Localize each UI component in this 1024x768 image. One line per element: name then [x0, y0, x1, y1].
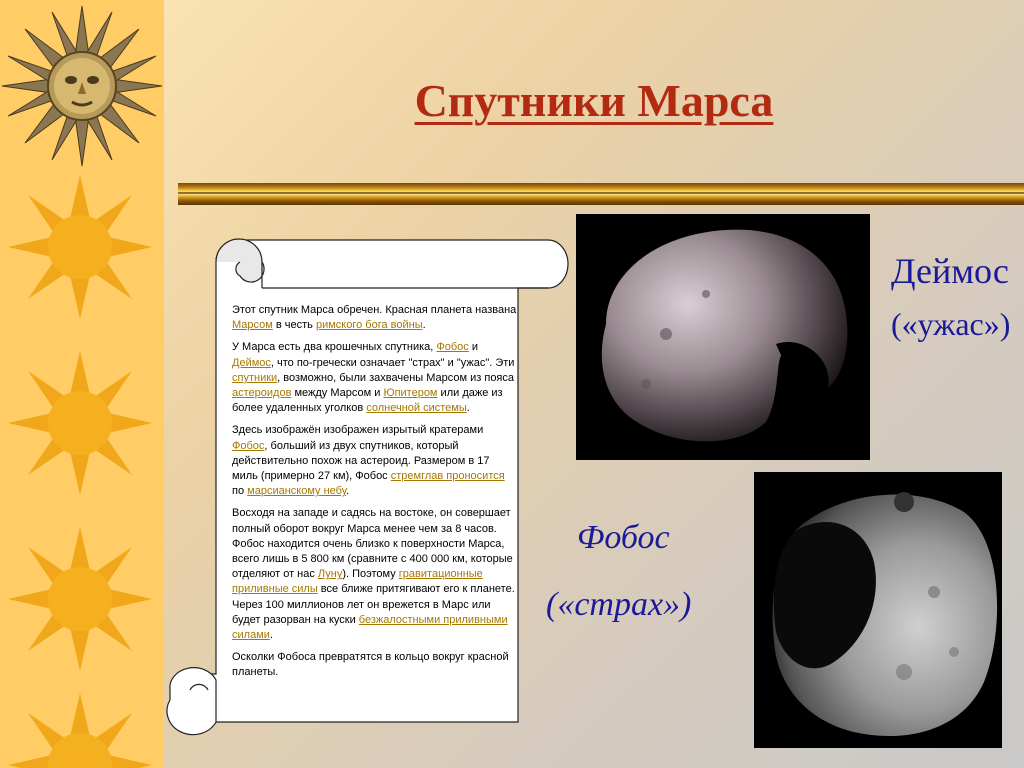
paragraph: Восходя на западе и садясь на востоке, он совершает полный оборот вокруг Марса менее чем за 8 часов. Фобос находится очень близко к поверхности Марса, всего лишь в 5 800 км (сравните с 400 000 км, которые отделяют от нас Луну). Поэтому гравитационные приливные силы все ближе притягивают его к планете. Через 100 миллионов лет он врежется в Марс или будет разорван на куски безжалостными приливными силами. — [232, 507, 515, 642]
link-phobos[interactable]: Фобос — [232, 439, 265, 452]
paragraph: Этот спутник Марса обречен. Красная планета названа Марсом в честь римского бога войны. — [232, 304, 517, 332]
paragraph: Осколки Фобоса превратятся в кольцо вокруг красной планеты. — [232, 651, 509, 679]
link-ruthless-tidal-forces[interactable]: безжалостными приливными силами — [232, 613, 508, 642]
paragraph: Здесь изображён изображен изрытый кратерами Фобос, больший из двух спутников, который действительно похож на астероид. Размером в 17 миль (примерно 27 км), Фобос стремглав проносится по марсианскому небу. — [232, 424, 505, 498]
link-mars[interactable]: Марсом — [232, 319, 273, 332]
link-solar-system[interactable]: солнечной системы — [366, 402, 467, 415]
deimos-label: Деймос — [891, 251, 1009, 291]
title-text: Спутники Марса — [414, 75, 774, 126]
phobos-image — [754, 472, 1002, 748]
link-satellites[interactable]: спутники — [232, 371, 278, 384]
link-jupiter[interactable]: Юпитером — [383, 387, 438, 400]
link-martian-sky[interactable]: марсианскому небу — [247, 485, 347, 498]
deimos-meaning: («ужас») — [891, 306, 1011, 342]
scroll-text — [232, 303, 518, 688]
deimos-image — [576, 214, 870, 460]
link-moon[interactable]: Луну — [317, 568, 343, 581]
phobos-label: Фобос — [577, 519, 670, 556]
link-deimos[interactable]: Деймос — [232, 356, 271, 369]
paragraph: У Марса есть два крошечных спутника, Фобос и Деймос, что по-гречески означает "страх" и "ужас". Эти спутники, возможно, были захвачены Марсом из пояса астероидов между Марсом и Юпитером или даже из более удаленных уголков солнечной системы. — [232, 341, 515, 415]
link-roman-war-god[interactable]: римского бога войны — [315, 319, 423, 332]
link-tidal-forces[interactable]: гравитационные приливные силы — [232, 568, 483, 596]
link-phobos[interactable]: Фобос — [436, 341, 469, 354]
phobos-meaning: («страх») — [546, 586, 692, 623]
link-asteroids[interactable]: астероидов — [232, 387, 292, 400]
link-rushes[interactable]: стремглав проносится — [390, 470, 505, 483]
